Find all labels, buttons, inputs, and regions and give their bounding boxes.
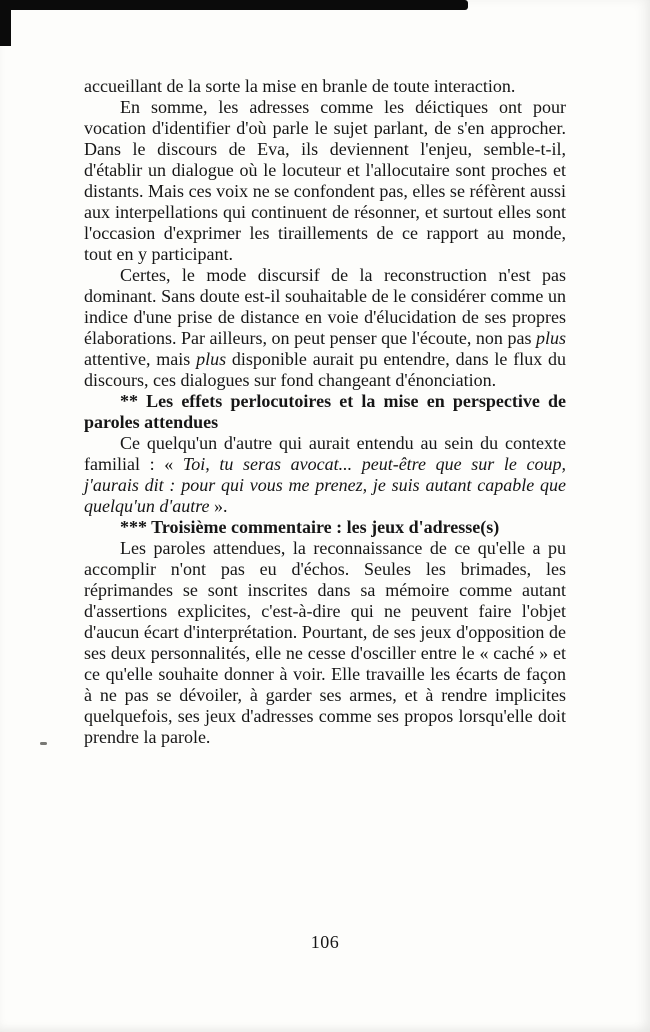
heading-text: *** Troisième commentaire : les jeux d'adresse(s) — [120, 517, 500, 537]
paragraph — [84, 265, 566, 391]
paragraph — [84, 97, 566, 265]
paragraph-text: En somme, les adresses comme les déictiques ont pour vocation d'identifier d'où parle le sujet parlant, de s'en approcher. Dans le discours de Eva, ils deviennent l'enjeu, semble-t-il, d'établir un dialogue où le locuteur et l'allocutaire sont proches et distants. Mais ces voix ne se confondent pas, elles se réfèrent aussi aux interpellations qui continuent de résonner, et surtout elles sont l'occasion d'exprimer les tiraillements de ce rapport au monde, tout en y participant. — [84, 97, 566, 264]
paragraph — [84, 538, 566, 748]
section-heading-troisieme-commentaire — [84, 517, 566, 538]
paragraph-text-italic: plus — [196, 349, 227, 369]
paragraph-text: ». — [209, 496, 228, 516]
paragraph-text: Ce quelqu'un d'autre qui aurait entendu au sein du contexte familial : « — [84, 433, 566, 474]
paragraph-text: accueillant de la sorte la mise en branle de toute interaction. — [84, 76, 516, 96]
scan-artifact-top-bar — [0, 0, 468, 10]
paragraph-text: attentive, mais — [84, 349, 197, 369]
section-heading-perlocutoires — [84, 391, 566, 433]
paragraph-text: Les paroles attendues, la reconnaissance de ce qu'elle a pu accomplir n'ont pas eu d'échos. Seules les brimades, les réprimandes se sont inscrites dans sa mémoire comme autant d'assertions explicites, c'est-à-dire qui ne peuvent faire l'objet d'aucun écart d'interprétation. Pourtant, de ses jeux d'opposition de ses deux personnalités, elle ne cesse d'osciller entre le « caché » et ce qu'elle souhaite donner à voir. Elle travaille les écarts de façon à ne pas se dévoiler, à garder ses armes, et à rendre implicites quelquefois, ses jeux d'adresses comme ses propos lorsqu'elle doit prendre la parole. — [84, 538, 566, 747]
paragraph-text-italic: plus — [535, 328, 566, 348]
heading-text: ** Les effets perlocutoires et la mise en perspective de paroles attendues — [84, 391, 566, 432]
page-number: 106 — [310, 932, 340, 952]
page-text-block — [84, 76, 566, 748]
paragraph — [84, 433, 566, 517]
paragraph-text: Certes, le mode discursif de la reconstruction n'est pas dominant. Sans doute est-il souhaitable de le considérer comme un indice d'une prise de distance en voie d'élucidation de ses propres élaborations. Par ailleurs, on peut penser que l'écoute, non pas — [84, 265, 566, 348]
scan-artifact-speck — [40, 742, 47, 745]
paragraph-text-italic: Toi, tu seras avocat... peut-être que sur le coup, j'aurais dit : pour qui vous me prenez, je suis autant capable que quelqu'un d'autre — [84, 454, 566, 516]
scan-artifact-left-edge-bar — [0, 0, 11, 46]
paragraph-continuation — [84, 76, 566, 97]
paragraph-text: disponible aurait pu entendre, dans le flux du discours, ces dialogues sur fond changeant d'énonciation. — [84, 349, 566, 390]
